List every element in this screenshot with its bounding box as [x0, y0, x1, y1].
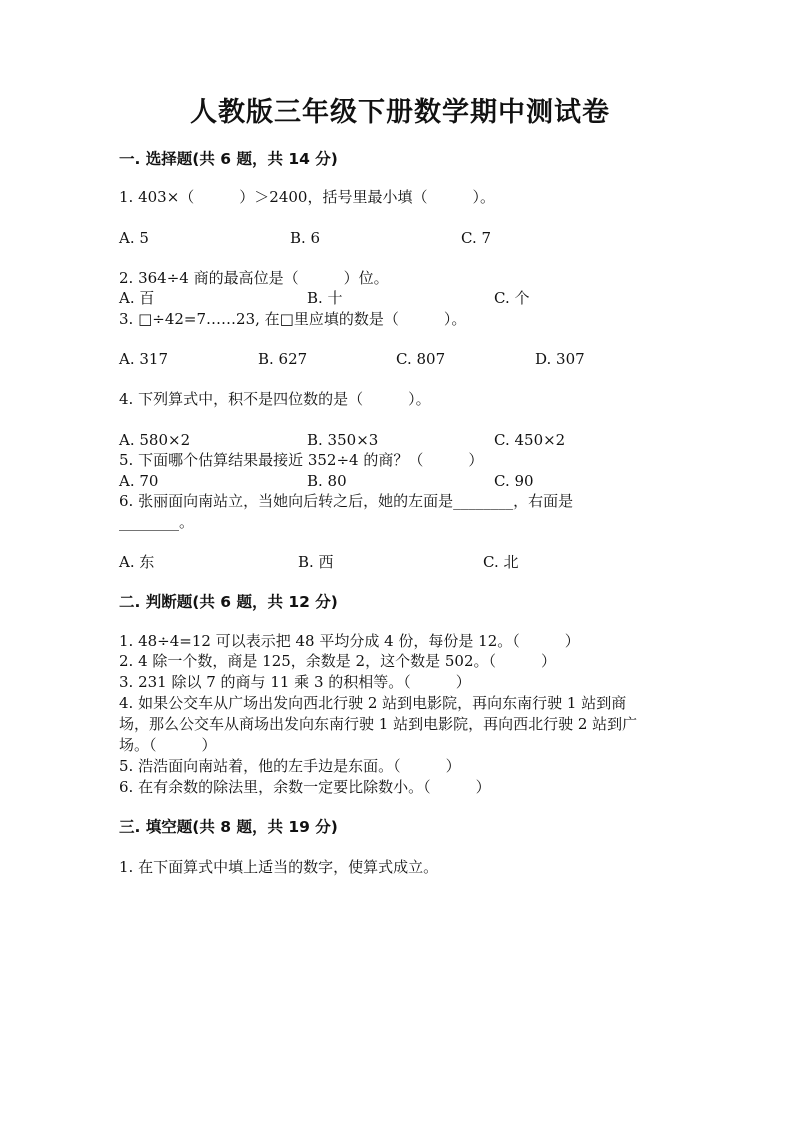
q2-option-b: B. 十: [307, 289, 343, 307]
section-heading-judgment: 二. 判断题(共 6 题，共 12 分): [119, 593, 338, 611]
question-1: 1. 403×（ ）＞2400，括号里最小填（ ）。: [119, 188, 495, 206]
question-3: 3. □÷42=7……23, 在□里应填的数是（ ）。: [119, 310, 467, 328]
judgment-item: 6. 在有余数的除法里，余数一定要比除数小。（ ）: [119, 778, 491, 796]
judgment-item: 1. 48÷4=12 可以表示把 48 平均分成 4 份，每份是 12。（ ）: [119, 632, 580, 650]
question-4: 4. 下列算式中，积不是四位数的是（ ）。: [119, 390, 431, 408]
question-5: 5. 下面哪个估算结果最接近 352÷4 的商？（ ）: [119, 451, 484, 469]
q5-option-a: A. 70: [119, 472, 159, 490]
q6-option-c: C. 北: [483, 553, 519, 571]
q2-option-c: C. 个: [494, 289, 530, 307]
q1-option-b: B. 6: [290, 229, 321, 247]
q6-option-a: A. 东: [119, 553, 155, 571]
judgment-item: 4. 如果公交车从广场出发向西北行驶 2 站到电影院，再向东南行驶 1 站到商: [119, 694, 627, 712]
q5-option-b: B. 80: [307, 472, 347, 490]
question-2: 2. 364÷4 商的最高位是（ ）位。: [119, 269, 389, 287]
q2-option-a: A. 百: [119, 289, 155, 307]
judgment-item: 2. 4 除一个数，商是 125，余数是 2，这个数是 502。（ ）: [119, 652, 557, 670]
judgment-item: 场，那么公交车从商场出发向东南行驶 1 站到电影院，再向西北行驶 2 站到广: [119, 715, 638, 733]
page-title: 人教版三年级下册数学期中测试卷: [190, 97, 610, 128]
question-6-continuation: ________。: [119, 513, 195, 531]
section-heading-choice: 一. 选择题(共 6 题，共 14 分): [119, 150, 338, 168]
q4-option-a: A. 580×2: [119, 431, 191, 449]
q1-option-c: C. 7: [461, 229, 492, 247]
q3-option-b: B. 627: [258, 350, 308, 368]
q3-option-a: A. 317: [119, 350, 168, 368]
section-heading-fill: 三. 填空题(共 8 题，共 19 分): [119, 818, 338, 836]
q1-option-a: A. 5: [119, 229, 149, 247]
q3-option-c: C. 807: [396, 350, 446, 368]
q3-option-d: D. 307: [535, 350, 585, 368]
q5-option-c: C. 90: [494, 472, 534, 490]
fill-item: 1. 在下面算式中填上适当的数字，使算式成立。: [119, 858, 439, 876]
question-6: 6. 张丽面向南站立，当她向后转之后，她的左面是________，右面是: [119, 492, 574, 510]
judgment-item: 3. 231 除以 7 的商与 11 乘 3 的积相等。（ ）: [119, 673, 471, 691]
q4-option-b: B. 350×3: [307, 431, 379, 449]
q4-option-c: C. 450×2: [494, 431, 566, 449]
judgment-item: 5. 浩浩面向南站着，他的左手边是东面。（ ）: [119, 757, 461, 775]
q6-option-b: B. 西: [298, 553, 334, 571]
judgment-item: 场。（ ）: [119, 736, 217, 754]
